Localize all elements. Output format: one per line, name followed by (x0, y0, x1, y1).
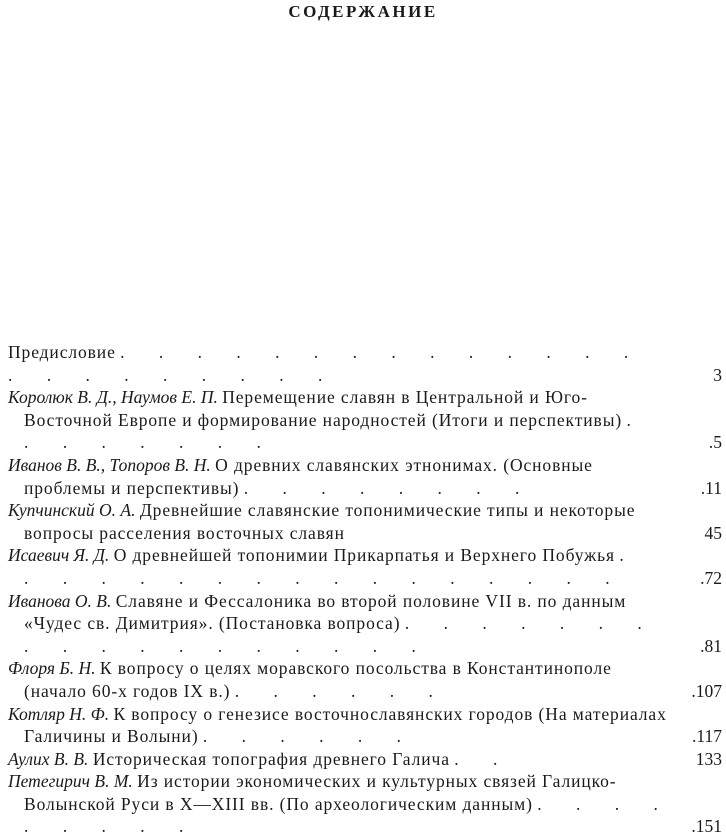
toc-entry-preface (8, 341, 722, 386)
toc-entry (8, 544, 722, 589)
entry-title: О древних славянских этнонимах. (Основные проблемы и перспективы) (24, 454, 593, 498)
page-number: .11 (700, 477, 722, 498)
entry-author: Аулих В. В. (8, 748, 89, 769)
dot-leader: . . . . . . . . . . . . . . . . . (24, 545, 639, 588)
dot-leader: . . . . . . . . . . . . . . . . . . (24, 613, 657, 656)
page-number: .107 (691, 680, 722, 701)
entry-title: Славяне и Фессалоника во второй половине VII в. по данным «Чудес св. Димитрия». (Постановка вопроса) (24, 590, 627, 634)
toc-entry (8, 703, 722, 748)
page-number: 3 (713, 364, 722, 385)
entry-author: Флоря Б. Н. (8, 658, 96, 679)
entry-title: Из истории экономических и культурных связей Галицко-Волынской Руси в X—XIII вв. (По археологическим данным) (24, 771, 617, 814)
page-number: .151 (691, 816, 722, 837)
toc-entry (8, 657, 722, 702)
entry-title: Перемещение славян в Центральной и Юго-Восточной Европе и формирование народностей (Итоги и перспективы) (24, 387, 623, 430)
entry-author: Исаевич Я. Д. (8, 545, 110, 566)
page-number: .81 (700, 635, 722, 656)
entry-author: Иванова О. В. (8, 590, 112, 611)
page-number: 45 (704, 522, 722, 543)
page-number: 133 (695, 748, 722, 769)
entry-author: Иванов В. В., Топоров В. Н. (8, 454, 211, 475)
entry-author: Королюк В. Д., Наумов Е. П. (8, 387, 218, 408)
entry-title: Древнейшие славянские топонимические типы и некоторые вопросы расселения восточных славян (24, 500, 636, 543)
dot-leader: . . . . . . (234, 680, 448, 701)
toc-entry (8, 590, 722, 658)
toc-entry (8, 499, 722, 544)
table-of-contents (8, 341, 722, 838)
entry-title: Предисловие (8, 342, 116, 362)
entry-author: Купчинский О. А. (8, 500, 136, 521)
toc-entry (8, 770, 722, 838)
page-title: СОДЕРЖАНИЕ (288, 2, 438, 21)
page-number: .117 (692, 726, 722, 747)
entry-title: К вопросу о генезисе восточнославянских городов (На материалах Галичины и Волыни) (24, 703, 667, 747)
entry-author: Петегирич В. М. (8, 771, 133, 792)
entry-author: Котляр Н. Ф. (8, 703, 110, 724)
entry-title: Историческая топография древнего Галича (92, 748, 450, 769)
dot-leader: . . . . . . . . . (24, 793, 673, 837)
dot-leader: . . . . . . . . . . . . . . . . . . . . . . . (8, 342, 644, 385)
entry-title: О древнейшей топонимии Прикарпатья и Верхнего Побужья (113, 545, 615, 566)
dot-leader: . . . . . . . . (243, 477, 535, 498)
dot-leader: . . . . . . (202, 726, 417, 747)
toc-entry: Королюк В. Д., Наумов Е. П. Перемещение славян в Центральной и Юго-Восточной Европе и формирование народностей (Итоги и перспективы) . . . . . . . . .5 (8, 387, 722, 453)
toc-entry (8, 454, 722, 499)
page-number: .72 (700, 567, 722, 588)
entry-title: К вопросу о целях моравского посольства в Константинополе (начало 60-х годов IX в.) (24, 658, 612, 701)
toc-entry (8, 748, 722, 771)
dot-leader: . . (454, 748, 513, 769)
dot-leader: . . . . . . . . (24, 409, 646, 453)
